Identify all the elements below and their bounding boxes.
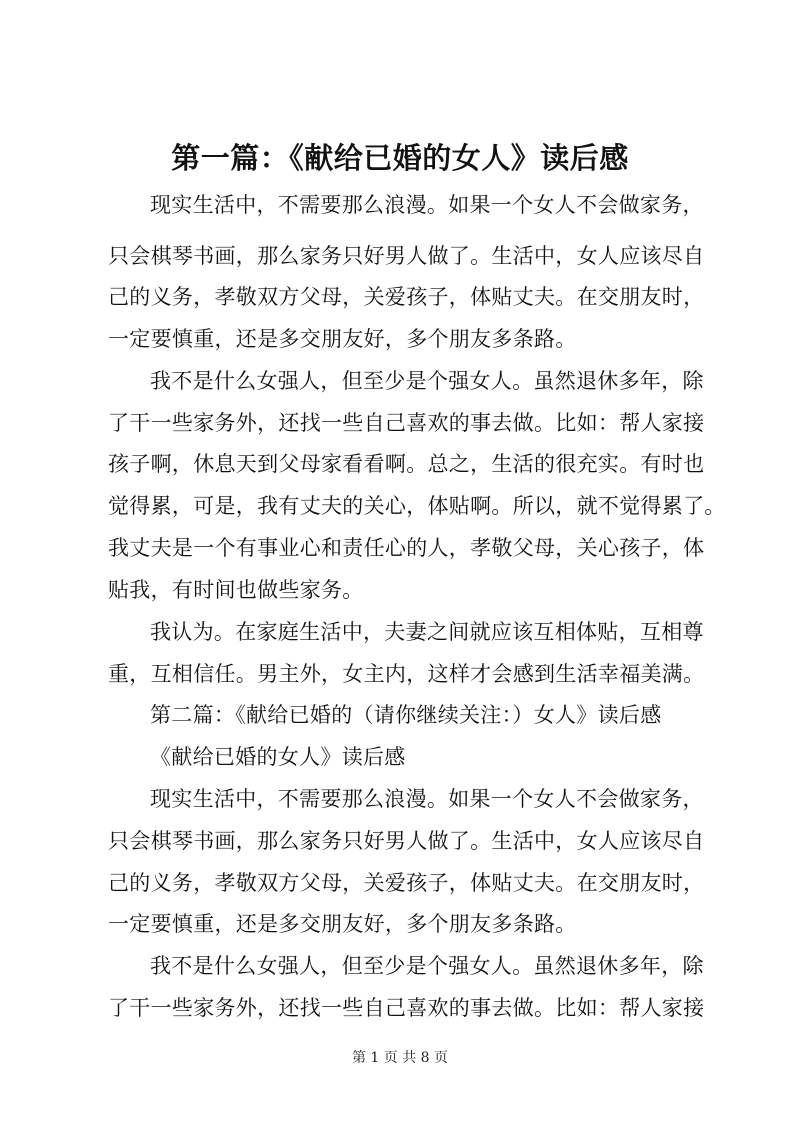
text-line: 我丈夫是一个有事业心和责任心的人，孝敬父母，关心孩子，体	[108, 536, 705, 560]
document-title: 第一篇：《献给已婚的女人》读后感	[171, 141, 629, 175]
text-line: 贴我，有时间也做些家务。	[108, 578, 364, 602]
text-line: 一定要慎重，还是多交朋友好，多个朋友多条路。	[108, 327, 577, 351]
text-line: 己的义务，孝敬双方父母，关爱孩子，体贴丈夫。在交朋友时，	[108, 285, 705, 309]
text-line: 一定要慎重，还是多交朋友好，多个朋友多条路。	[108, 912, 577, 936]
text-line: 重，互相信任。男主外，女主内，这样才会感到生活幸福美满。	[108, 662, 705, 686]
text-line: 了干一些家务外，还找一些自己喜欢的事去做。比如：帮人家接	[108, 996, 705, 1020]
text-line: 我认为。在家庭生活中，夫妻之间就应该互相体贴，互相尊	[150, 620, 704, 644]
text-line: 觉得累，可是，我有丈夫的关心，体贴啊。所以，就不觉得累了。	[108, 494, 726, 518]
text-line: 我不是什么女强人，但至少是个强女人。虽然退休多年，除	[150, 369, 704, 393]
text-line: 己的义务，孝敬双方父母，关爱孩子，体贴丈夫。在交朋友时，	[108, 871, 705, 895]
section-heading: 第二篇：《献给已婚的（请你继续关注：）女人》读后感	[150, 703, 662, 727]
text-line: 现实生活中，不需要那么浪漫。如果一个女人不会做家务，	[150, 787, 704, 811]
text-line: 只会棋琴书画，那么家务只好男人做了。生活中，女人应该尽自	[108, 244, 705, 268]
text-line: 孩子啊，休息天到父母家看看啊。总之，生活的很充实。有时也	[108, 452, 705, 476]
text-line: 我不是什么女强人，但至少是个强女人。虽然退休多年，除	[150, 954, 704, 978]
section-subheading: 《献给已婚的女人》读后感	[150, 745, 406, 769]
text-line: 了干一些家务外，还找一些自己喜欢的事去做。比如：帮人家接	[108, 411, 705, 435]
page-footer: 第 1 页 共 8 页	[351, 1050, 449, 1066]
text-line: 只会棋琴书画，那么家务只好男人做了。生活中，女人应该尽自	[108, 829, 705, 853]
text-line: 现实生活中，不需要那么浪漫。如果一个女人不会做家务，	[150, 193, 704, 217]
